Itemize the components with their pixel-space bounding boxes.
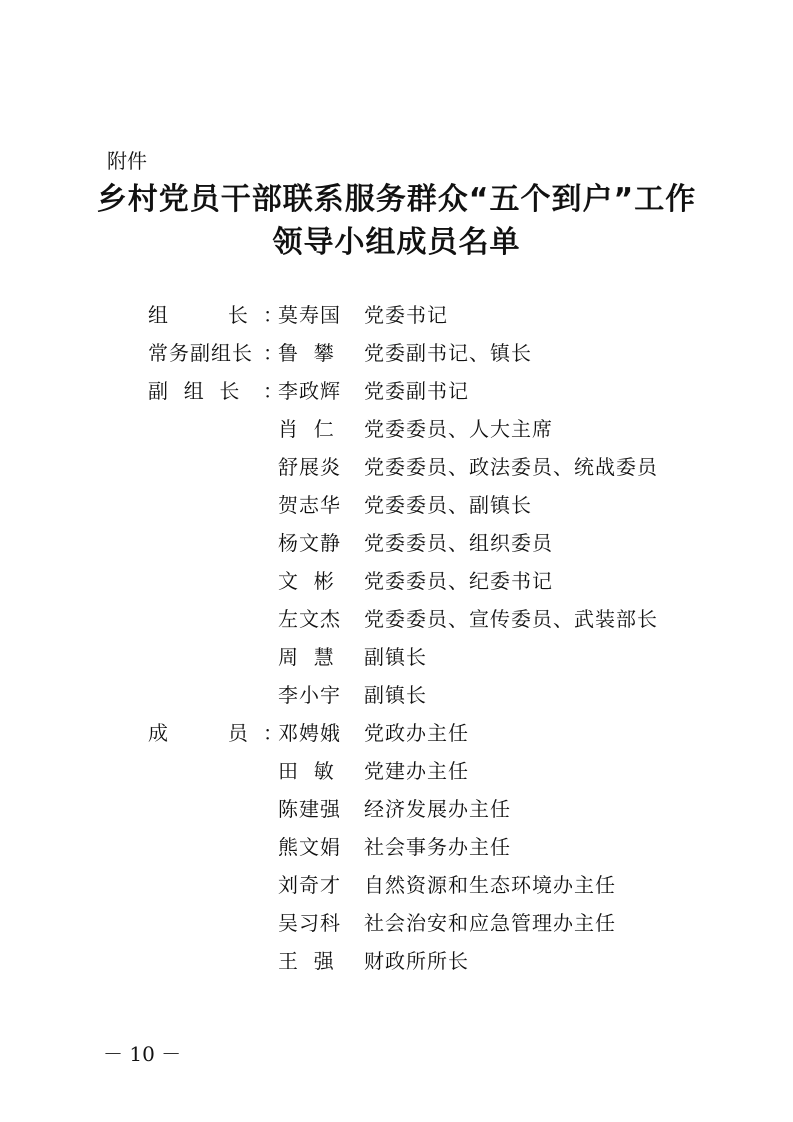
document-title-line-2: 领导小组成员名单: [272, 225, 521, 260]
member-name: 左文杰: [278, 607, 341, 631]
member-roster: [0, 296, 793, 980]
roster-colon: ：: [263, 303, 283, 327]
member-position: 党委委员、政法委员、统战委员: [364, 455, 658, 479]
roster-row: [0, 372, 793, 410]
roster-row: [0, 334, 793, 372]
member-position: 党委书记: [364, 303, 448, 327]
roster-row: [0, 410, 793, 448]
member-name: 杨文静: [278, 531, 341, 555]
roster-row: [0, 828, 793, 866]
member-name: 鲁 攀: [278, 341, 335, 365]
member-position: 党委委员、纪委书记: [364, 569, 553, 593]
member-position: 党政办主任: [364, 721, 469, 745]
roster-role: 常务副组长: [148, 341, 253, 365]
roster-row: [0, 714, 793, 752]
member-position: 自然资源和生态环境办主任: [364, 873, 616, 897]
roster-row: [0, 562, 793, 600]
member-name: 陈建强: [278, 797, 341, 821]
roster-row: [0, 296, 793, 334]
member-name: 肖 仁: [278, 417, 335, 441]
member-name: 熊文娟: [278, 835, 341, 859]
member-position: 财政所所长: [364, 949, 469, 973]
member-position: 党委委员、人大主席: [364, 417, 553, 441]
roster-row: [0, 904, 793, 942]
roster-row: [0, 866, 793, 904]
member-position: 党委委员、组织委员: [364, 531, 553, 555]
roster-row: [0, 448, 793, 486]
page-number: － 10 －: [103, 1042, 182, 1066]
attachment-label: 附件: [107, 149, 147, 173]
roster-role: 副 组 长: [148, 379, 241, 403]
member-name: 舒展炎: [278, 455, 341, 479]
member-name: 莫寿国: [278, 303, 341, 327]
member-position: 党委副书记、镇长: [364, 341, 532, 365]
member-position: 社会治安和应急管理办主任: [364, 911, 616, 935]
member-name: 贺志华: [278, 493, 341, 517]
member-name: 李小宇: [278, 683, 341, 707]
member-name: 王 强: [278, 949, 335, 973]
member-name: 周 慧: [278, 645, 335, 669]
document-title-line-1: 乡村党员干部联系服务群众“五个到户”工作: [96, 182, 697, 217]
member-position: 党建办主任: [364, 759, 469, 783]
roster-colon: ：: [263, 379, 283, 403]
member-position: 党委副书记: [364, 379, 469, 403]
roster-row: [0, 638, 793, 676]
roster-row: [0, 524, 793, 562]
roster-colon: ：: [263, 341, 283, 365]
member-name: 刘奇才: [278, 873, 341, 897]
roster-row: [0, 486, 793, 524]
roster-colon: ：: [263, 721, 283, 745]
member-position: 社会事务办主任: [364, 835, 511, 859]
roster-row: [0, 676, 793, 714]
roster-row: [0, 752, 793, 790]
roster-role: 成 员: [148, 721, 249, 745]
roster-row: [0, 942, 793, 980]
roster-row: [0, 790, 793, 828]
member-name: 邓娉娥: [278, 721, 341, 745]
member-position: 党委委员、宣传委员、武装部长: [364, 607, 658, 631]
member-position: 经济发展办主任: [364, 797, 511, 821]
member-name: 李政辉: [278, 379, 341, 403]
member-name: 吴习科: [278, 911, 341, 935]
member-position: 党委委员、副镇长: [364, 493, 532, 517]
member-position: 副镇长: [364, 645, 427, 669]
roster-row: [0, 600, 793, 638]
member-name: 田 敏: [278, 759, 335, 783]
roster-role: 组 长: [148, 303, 249, 327]
member-position: 副镇长: [364, 683, 427, 707]
member-name: 文 彬: [278, 569, 335, 593]
